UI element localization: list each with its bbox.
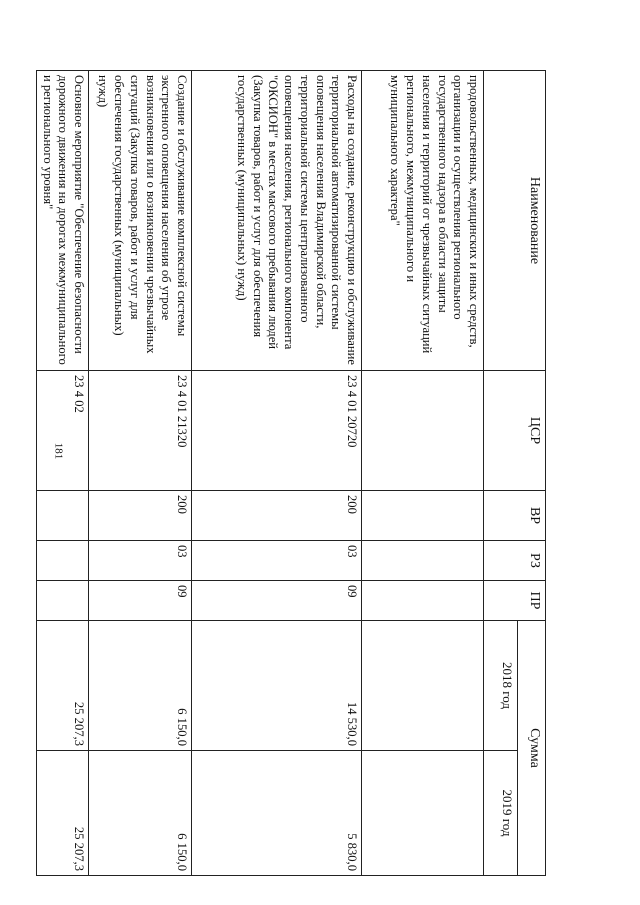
- row-sum-2018: 25 207,3: [36, 621, 88, 751]
- row-csr: 23 4 01 21320: [89, 371, 192, 491]
- row-sum-2019: 5 830,0: [192, 751, 362, 876]
- row-sum-2018: 14 530,0: [192, 621, 362, 751]
- row-pr: [362, 581, 484, 621]
- header-row-top: [518, 71, 546, 876]
- row-name: Создание и обслуживание комплексной системы экстренного оповещения населения об угрозе возникновения или о возникновении чрезвычайных ситуаций (Закупка товаров, работ и услуг для обеспечения государственных (муниципальных) нужд): [89, 71, 192, 371]
- header-year-2018: 2018 год: [484, 621, 518, 751]
- budget-table: [36, 70, 546, 876]
- row-pr: 09: [89, 581, 192, 621]
- row-rz: 03: [89, 541, 192, 581]
- row-rz: 03: [192, 541, 362, 581]
- row-pr: 09: [192, 581, 362, 621]
- header-pr: ПР: [484, 581, 546, 621]
- header-csr: ЦСР: [484, 371, 546, 491]
- row-sum-2019: 25 207,3: [36, 751, 88, 876]
- page-number: 181: [52, 442, 65, 460]
- row-csr: 23 4 02: [36, 371, 88, 491]
- row-rz: [36, 541, 88, 581]
- row-name: продовольственных, медицинских и иных средств, организации и осуществления регионального государственного надзора в области защиты населения и территорий от чрезвычайных ситуаций регионального, межмуниципального и муниципального характера": [362, 71, 484, 371]
- row-sum-2018: 6 150,0: [89, 621, 192, 751]
- header-vr: ВР: [484, 491, 546, 541]
- table-row: [89, 71, 192, 876]
- row-rz: [362, 541, 484, 581]
- row-name: Основное мероприятие "Обеспечение безопасности дорожного движения на дорогах межмуниципального и регионального уровня": [36, 71, 88, 371]
- row-name: Расходы на создание, реконструкцию и обслуживание территориальной автоматизированной системы оповещения населения Владимирской области, территориальной системы централизованного оповещения населения, регионального компонента "ОКСИОН" в местах массового пребывания людей (Закупка товаров, работ и услуг для обеспечения государственных (муниципальных) нужд): [192, 71, 362, 371]
- table-row: [192, 71, 362, 876]
- row-vr: 200: [89, 491, 192, 541]
- table-row: [36, 71, 88, 876]
- header-rz: РЗ: [484, 541, 546, 581]
- header-sum: Сумма: [518, 621, 546, 876]
- row-csr: [362, 371, 484, 491]
- header-year-2019: 2019 год: [484, 751, 518, 876]
- table-row: [362, 71, 484, 876]
- row-vr: 200: [192, 491, 362, 541]
- row-sum-2018: [362, 621, 484, 751]
- row-sum-2019: [362, 751, 484, 876]
- row-vr: [36, 491, 88, 541]
- row-pr: [36, 581, 88, 621]
- header-name: Наименование: [484, 71, 546, 371]
- row-sum-2019: 6 150,0: [89, 751, 192, 876]
- row-csr: 23 4 01 20720: [192, 371, 362, 491]
- row-vr: [362, 491, 484, 541]
